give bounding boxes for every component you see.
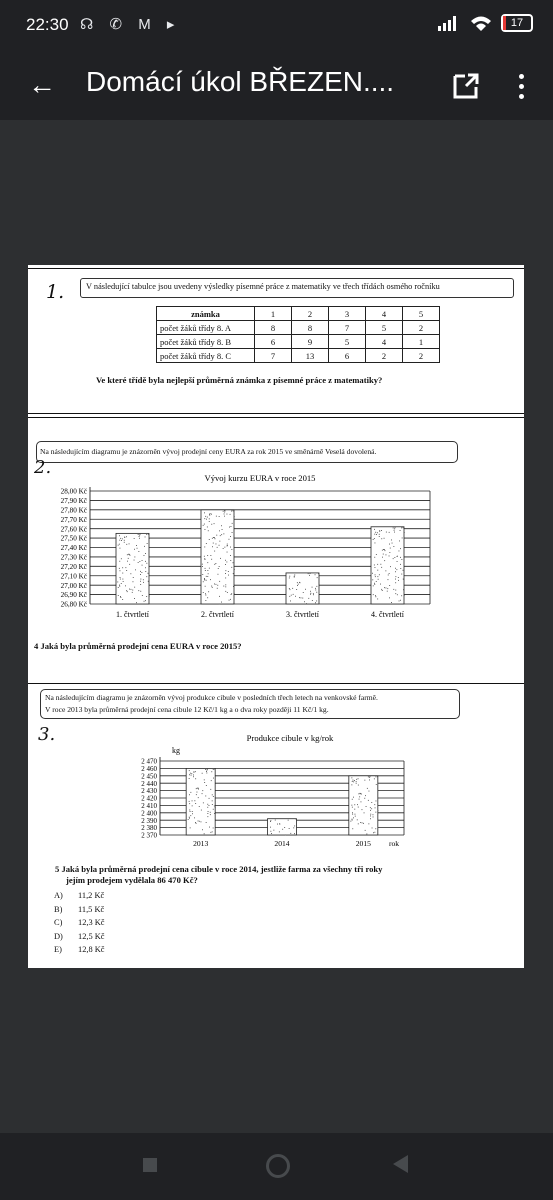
table-cell: počet žáků třídy 8. C — [157, 349, 255, 363]
y-axis-label: kg — [172, 746, 180, 755]
status-time: 22:30 — [26, 15, 69, 34]
home-icon[interactable] — [266, 1154, 290, 1178]
app-bar — [0, 52, 553, 120]
table-cell: 1 — [255, 307, 292, 321]
open-external-icon[interactable] — [448, 68, 484, 104]
y-tick-label: 27,40 Kč — [60, 544, 87, 553]
bar — [371, 527, 404, 604]
wifi-icon — [470, 15, 492, 31]
answer-option: A) 11,2 Kč — [54, 891, 105, 900]
table-cell: 13 — [292, 349, 329, 363]
battery-icon: 17 — [501, 14, 533, 32]
y-tick-label: 2 440 — [141, 779, 157, 788]
y-tick-label: 27,00 Kč — [60, 581, 87, 590]
table-cell: 4 — [366, 307, 403, 321]
question-1-text: Ve které třídě byla nejlepší průměrná známka z písemné práce z matematiky? — [96, 375, 383, 385]
y-tick-label: 27,80 Kč — [60, 506, 87, 515]
table-cell: 2 — [366, 349, 403, 363]
table-cell: 6 — [255, 335, 292, 349]
more-options-icon[interactable] — [506, 68, 536, 104]
question-3-mark: 3. — [38, 724, 56, 745]
y-tick-label: 28,00 Kč — [60, 487, 87, 496]
table-cell: počet žáků třídy 8. B — [157, 335, 255, 349]
x-tick-label: 2015 — [355, 839, 371, 848]
y-tick-label: 2 420 — [141, 794, 157, 803]
section-divider — [28, 413, 524, 418]
signal-icon — [437, 15, 461, 31]
notification-icons: ☊ ✆ M ▸ — [80, 16, 181, 33]
bar — [349, 776, 378, 835]
y-tick-label: 27,90 Kč — [60, 497, 87, 506]
x-tick-label: 2013 — [193, 839, 209, 848]
y-tick-label: 27,70 Kč — [60, 515, 87, 524]
bar — [268, 819, 297, 835]
y-tick-label: 2 470 — [141, 757, 157, 766]
question-3-intro-line1: Na následujícím diagramu je znázorněn vývoj produkce cibule v posledních třech letech na venkovské farmě. — [45, 693, 378, 702]
table-cell: 5 — [329, 335, 366, 349]
chart-title: Vývoj kurzu EURA v roce 2015 — [204, 473, 316, 483]
table-cell: 2 — [403, 349, 440, 363]
table-cell: 4 — [366, 335, 403, 349]
table-cell: 2 — [403, 321, 440, 335]
answer-option: C) 12,3 Kč — [54, 918, 105, 928]
top-rule — [28, 268, 524, 269]
x-tick-label: 4. čtvrtletí — [371, 610, 404, 619]
recent-apps-icon[interactable] — [143, 1158, 157, 1172]
question-3-intro-line2: V roce 2013 byla průměrná prodejní cena cibule 12 Kč/1 kg a o dva roky později 11 Kč/1 kg. — [45, 705, 329, 714]
bar — [186, 768, 215, 835]
x-tick-label: 2. čtvrtletí — [201, 610, 234, 619]
y-tick-label: 2 380 — [141, 824, 157, 833]
table-row — [157, 321, 440, 335]
y-tick-label: 27,10 Kč — [60, 572, 87, 581]
question-3-text-line2: jejím prodejem vydělala 86 470 Kč? — [66, 875, 198, 885]
y-tick-label: 27,60 Kč — [60, 525, 87, 534]
onion-production-chart — [98, 731, 408, 855]
question-2-intro: Na následujícím diagramu je znázorněn vývoj prodejní ceny EURA za rok 2015 ve směnárně Veselá dovolená. — [40, 447, 377, 456]
document-title: Domácí úkol BŘEZEN.... — [86, 66, 395, 97]
table-cell: 6 — [329, 349, 366, 363]
section-divider — [28, 683, 524, 684]
x-tick-label: 2014 — [274, 839, 290, 848]
table-header-row — [157, 307, 440, 321]
table-row — [157, 335, 440, 349]
question-1-intro: V následující tabulce jsou uvedeny výsledky písemné práce z matematiky ve třech třídách osmého ročníku — [86, 282, 440, 291]
table-cell: 5 — [403, 307, 440, 321]
y-tick-label: 27,20 Kč — [60, 562, 87, 571]
question-2-mark: 2. — [34, 457, 52, 478]
answer-option: E) 12,8 Kč — [54, 945, 105, 955]
bar — [201, 510, 234, 604]
table-cell: 7 — [255, 349, 292, 363]
euro-rate-chart — [28, 468, 524, 636]
y-tick-label: 27,30 Kč — [60, 553, 87, 562]
table-cell: 1 — [403, 335, 440, 349]
question-2-text: 4 Jaká byla průměrná prodejní cena EURA v roce 2015? — [34, 641, 242, 651]
bar — [116, 533, 149, 604]
y-tick-label: 2 460 — [141, 765, 157, 773]
status-bar — [0, 0, 553, 52]
table-cell: 2 — [292, 307, 329, 321]
chart-title: Produkce cibule v kg/rok — [246, 733, 334, 743]
nav-back-icon[interactable] — [393, 1155, 408, 1173]
table-cell: 5 — [366, 321, 403, 335]
y-tick-label: 26,80 Kč — [60, 600, 87, 609]
back-arrow-icon[interactable]: ← — [28, 69, 56, 100]
table-cell: 7 — [329, 321, 366, 335]
status-right — [437, 14, 533, 32]
y-tick-label: 2 430 — [141, 787, 157, 796]
table-cell: 8 — [292, 321, 329, 335]
x-tick-label: 1. čtvrtletí — [116, 610, 149, 619]
table-cell: známka — [157, 307, 255, 321]
y-tick-label: 27,50 Kč — [60, 534, 87, 543]
question-1-mark: 1. — [46, 281, 65, 303]
x-tick-label: 3. čtvrtletí — [286, 610, 319, 619]
y-tick-label: 26,90 Kč — [60, 591, 87, 600]
table-row — [157, 349, 440, 363]
document-page — [28, 265, 524, 968]
question-3-text-line1: 5 Jaká byla průměrná prodejní cena cibule v roce 2014, jestliže farma za všechny tři roky — [55, 864, 383, 874]
table-cell: 8 — [255, 321, 292, 335]
answer-option: B) 11,5 Kč — [54, 904, 105, 914]
bar — [286, 573, 319, 604]
x-axis-label: rok — [388, 839, 400, 848]
answer-options — [54, 889, 105, 957]
results-table — [156, 306, 440, 363]
table-cell: počet žáků třídy 8. A — [157, 321, 255, 335]
y-tick-label: 2 400 — [141, 809, 157, 818]
nav-bar — [0, 1133, 553, 1200]
table-cell: 3 — [329, 307, 366, 321]
answer-option: D) 12,5 Kč — [54, 931, 105, 941]
y-tick-label: 2 450 — [141, 772, 157, 781]
y-tick-label: 2 390 — [141, 816, 157, 825]
table-cell: 9 — [292, 335, 329, 349]
y-tick-label: 2 410 — [141, 802, 157, 810]
y-tick-label: 2 370 — [141, 831, 157, 840]
